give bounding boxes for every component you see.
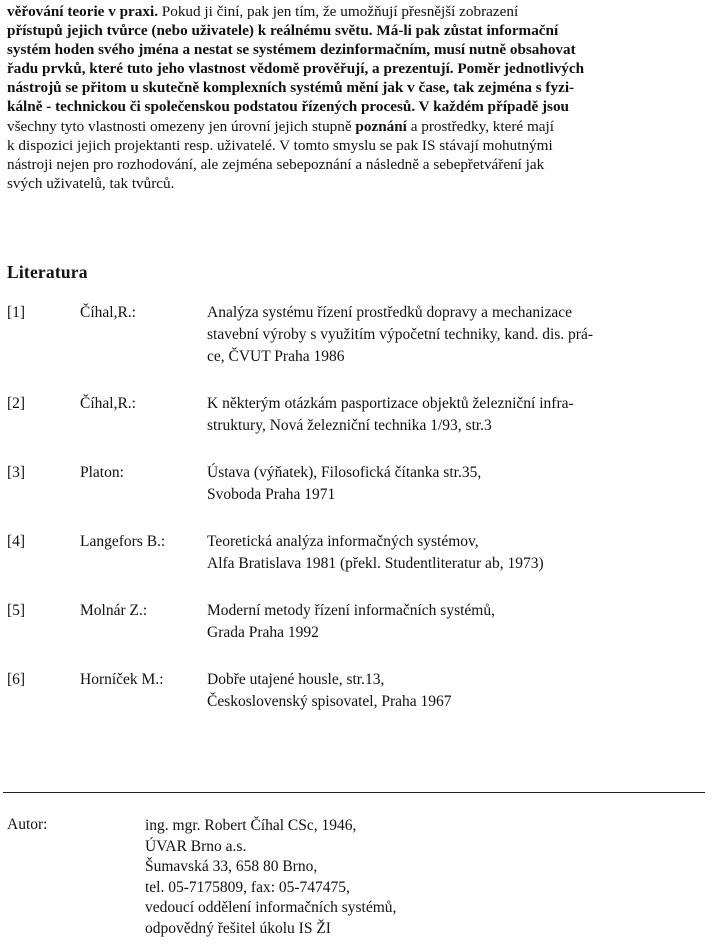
reference-title <box>207 669 693 713</box>
reference-title-line: stavební výroby s využitím výpočetní techniky, kand. dis. prá- <box>207 326 593 343</box>
reference-author: Číhal,R.: <box>80 395 136 412</box>
intro-text-run: k dispozici jejich projektanti resp. uživatelé. V tomto smyslu se pak IS stávají mohutnými <box>7 136 553 154</box>
intro-text-run: věřování teorie v praxi. <box>7 3 158 20</box>
intro-line <box>7 155 707 174</box>
reference-title-line: struktury, Nová železniční technika 1/93, str.3 <box>207 417 492 434</box>
intro-text-run: řadu prvků, které tuto jeho vlastnost vědomě prověřují, a prezentují. Poměr jednotlivých <box>7 60 585 78</box>
reference-title-line: Teoretická analýza informačných systémov, <box>207 533 479 550</box>
reference-title <box>207 462 693 506</box>
reference-item <box>0 302 717 368</box>
reference-number: [2] <box>7 395 26 412</box>
intro-text-run: , musí nutně obsahovat <box>426 41 576 59</box>
author-label: Autor: <box>7 816 48 833</box>
intro-line <box>7 136 707 155</box>
intro-line <box>7 97 707 116</box>
author-line: tel. 05-7175809, fax: 05-747475, <box>145 878 350 896</box>
intro-text-run: poznání <box>355 117 407 135</box>
reference-title-line: ce, ČVUT Praha 1986 <box>207 348 345 365</box>
reference-title-line: Analýza systému řízení prostředků dopravy a mechanizace <box>207 304 572 321</box>
intro-text-run: a prostředky, které mají <box>406 117 554 135</box>
reference-number: [5] <box>7 602 26 619</box>
author-line: odpovědný řešitel úkolu IS ŽI <box>145 919 331 937</box>
reference-item <box>0 393 717 437</box>
reference-title-line: Moderní metody řízení informačních systémů, <box>207 602 495 619</box>
reference-title-line: K některým otázkám pasportizace objektů železniční infra- <box>207 395 574 412</box>
reference-author: Molnár Z.: <box>80 602 148 619</box>
intro-line <box>7 174 707 193</box>
intro-text-run: nástroji nejen pro rozhodování, ale zejména sebepoznání a následně a sebepřetváření jak <box>7 155 545 173</box>
intro-paragraph <box>7 2 707 193</box>
intro-text-run: svých uživatelů, tak tvůrců. <box>7 174 175 192</box>
reference-item <box>0 462 717 506</box>
reference-title <box>207 600 693 644</box>
reference-number: [3] <box>7 464 26 481</box>
separator-line <box>3 792 705 793</box>
intro-text-run: systém hoden svého jména a nestat se systémem <box>7 41 320 59</box>
intro-line <box>7 2 707 21</box>
intro-text-run: přístupů jejich tvůrce (nebo uživatele) k reálnému světu. Má-li pak zůstat informační <box>7 22 559 40</box>
author-details <box>145 816 396 940</box>
reference-author: Horníček M.: <box>80 671 164 688</box>
reference-number: [6] <box>7 671 26 688</box>
author-line: vedoucí oddělení informačních systémů, <box>145 899 397 917</box>
intro-line <box>7 59 707 78</box>
intro-text-run: nástrojů se přitom u skutečně komplexních systémů mění jak v čase, tak zejména s fyzi- <box>7 79 575 97</box>
intro-text-run: dezinformačním <box>320 41 427 59</box>
reference-author: Langefors B.: <box>80 533 166 550</box>
reference-title-line: Svoboda Praha 1971 <box>207 486 336 503</box>
reference-item <box>0 669 717 713</box>
intro-text-run: všechny tyto vlastnosti omezeny jen úrovní jejich stupně <box>7 117 356 135</box>
author-line: ÚVAR Brno a.s. <box>145 837 247 855</box>
reference-title-line: Ústava (výňatek), Filosofická čítanka str.35, <box>207 464 482 481</box>
reference-title <box>207 302 693 368</box>
intro-line <box>7 21 707 40</box>
reference-author: Platon: <box>80 464 124 481</box>
reference-number: [4] <box>7 533 26 550</box>
reference-title-line: Dobře utajené housle, str.13, <box>207 671 385 688</box>
reference-title-line: Grada Praha 1992 <box>207 624 319 641</box>
reference-title <box>207 393 693 437</box>
reference-author: Číhal,R.: <box>80 304 136 321</box>
literature-heading: Literatura <box>7 262 88 282</box>
intro-line <box>7 78 707 97</box>
reference-list <box>0 302 717 738</box>
intro-line <box>7 117 707 136</box>
intro-text-run: Pokud ji činí, pak jen tím, že umožňují přesnější zobrazení <box>158 3 519 20</box>
reference-title <box>207 531 693 575</box>
reference-number: [1] <box>7 304 26 321</box>
reference-title-line: Alfa Bratislava 1981 (překl. Studentliteratur ab, 1973) <box>207 555 544 572</box>
reference-title-line: Československý spisovatel, Praha 1967 <box>207 693 452 710</box>
intro-text-run: kálně - technickou či společenskou podstatou řízených procesů. V každém případě jsou <box>7 98 569 116</box>
reference-item <box>0 600 717 644</box>
intro-line <box>7 40 707 59</box>
author-line: ing. mgr. Robert Číhal CSc, 1946, <box>145 817 357 834</box>
author-line: Šumavská 33, 658 80 Brno, <box>145 858 318 876</box>
reference-item <box>0 531 717 575</box>
